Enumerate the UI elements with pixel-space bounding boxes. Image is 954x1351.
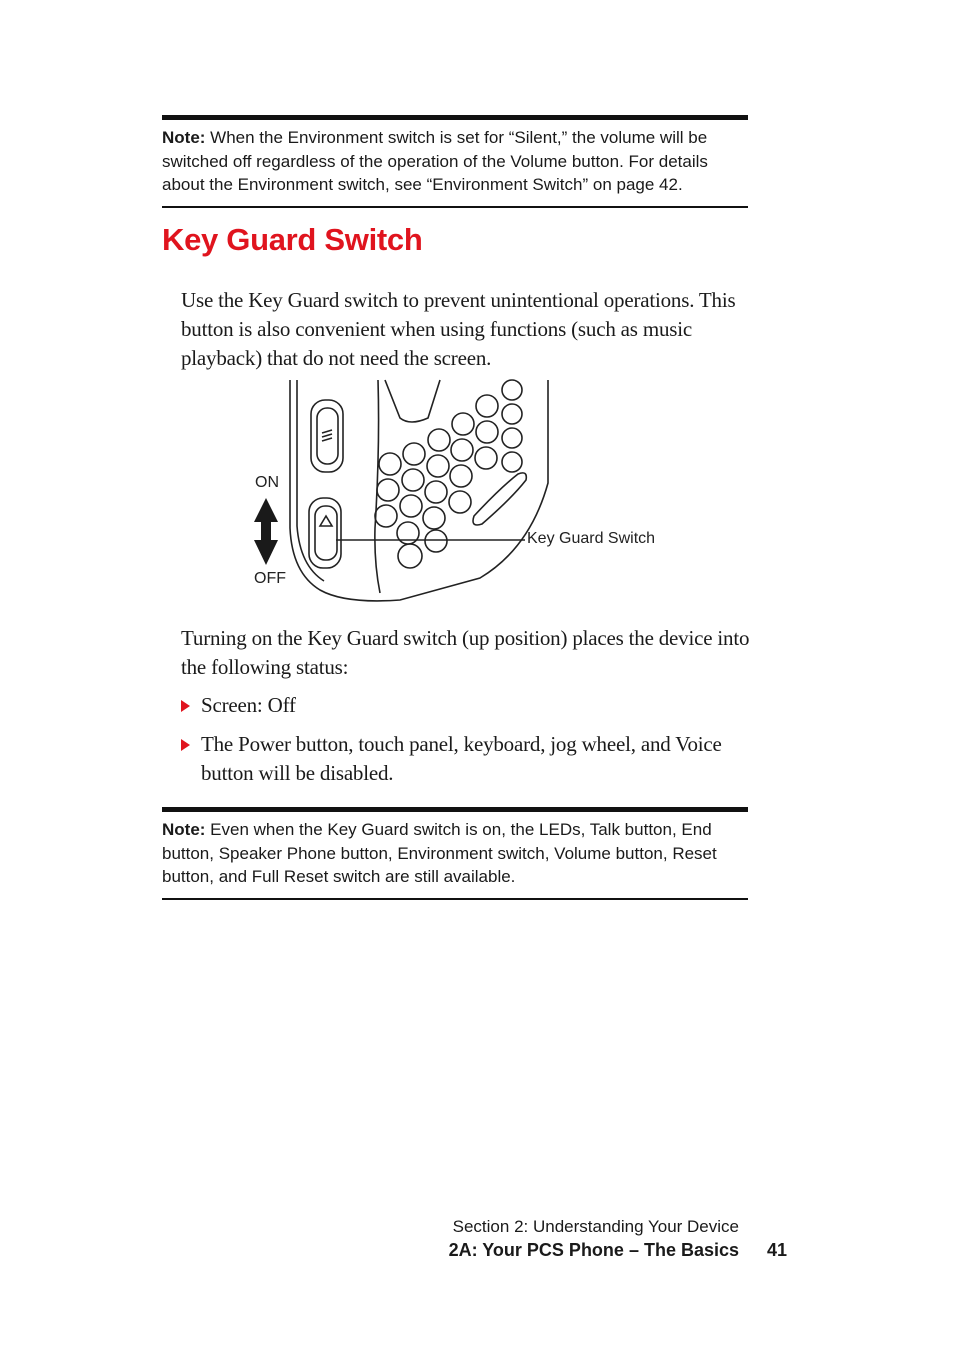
list-item-text: Screen: Off (201, 693, 296, 717)
note-label: Note: (162, 820, 206, 839)
device-illustration (250, 378, 670, 608)
page-number: 41 (767, 1240, 788, 1260)
off-label: OFF (254, 570, 286, 587)
section-heading: Key Guard Switch (162, 222, 423, 257)
footer-section: Section 2: Understanding Your Device (452, 1217, 739, 1236)
note-body: When the Environment switch is set for “Silent,” the volume will be switched off regardless of the operation of the Volume button. For details about the Environment switch, see “Environment Switch” on page 42. (162, 128, 708, 194)
key-guard-switch-callout: Key Guard Switch (527, 530, 656, 547)
list-item-text: The Power button, touch panel, keyboard, jog wheel, and Voice button will be disabled. (201, 732, 722, 785)
note-body: Even when the Key Guard switch is on, the LEDs, Talk button, End button, Speaker Phone button, Environment switch, Volume button, Reset button, and Full Reset switch are still available. (162, 820, 717, 886)
bullet-arrow-icon (181, 739, 190, 751)
note-text (162, 812, 748, 898)
note-box-environment (162, 115, 748, 208)
on-label: ON (255, 474, 279, 491)
bullet-arrow-icon (181, 700, 190, 712)
note-bottom-rule (162, 898, 748, 900)
note-bottom-rule (162, 206, 748, 208)
list-item (181, 691, 753, 720)
up-down-arrow-icon (254, 498, 278, 565)
status-paragraph: Turning on the Key Guard switch (up position) places the device into the following status: (181, 626, 750, 679)
footer-chapter: 2A: Your PCS Phone – The Basics (448, 1240, 739, 1260)
note-label: Note: (162, 128, 206, 147)
key-guard-figure (250, 378, 670, 608)
status-list (181, 691, 753, 798)
note-box-available (162, 807, 748, 900)
intro-paragraph: Use the Key Guard switch to prevent unintentional operations. This button is also convenient when using functions (such as music playback) that do not need the screen. (181, 288, 736, 370)
note-text (162, 120, 748, 206)
list-item (181, 730, 753, 788)
